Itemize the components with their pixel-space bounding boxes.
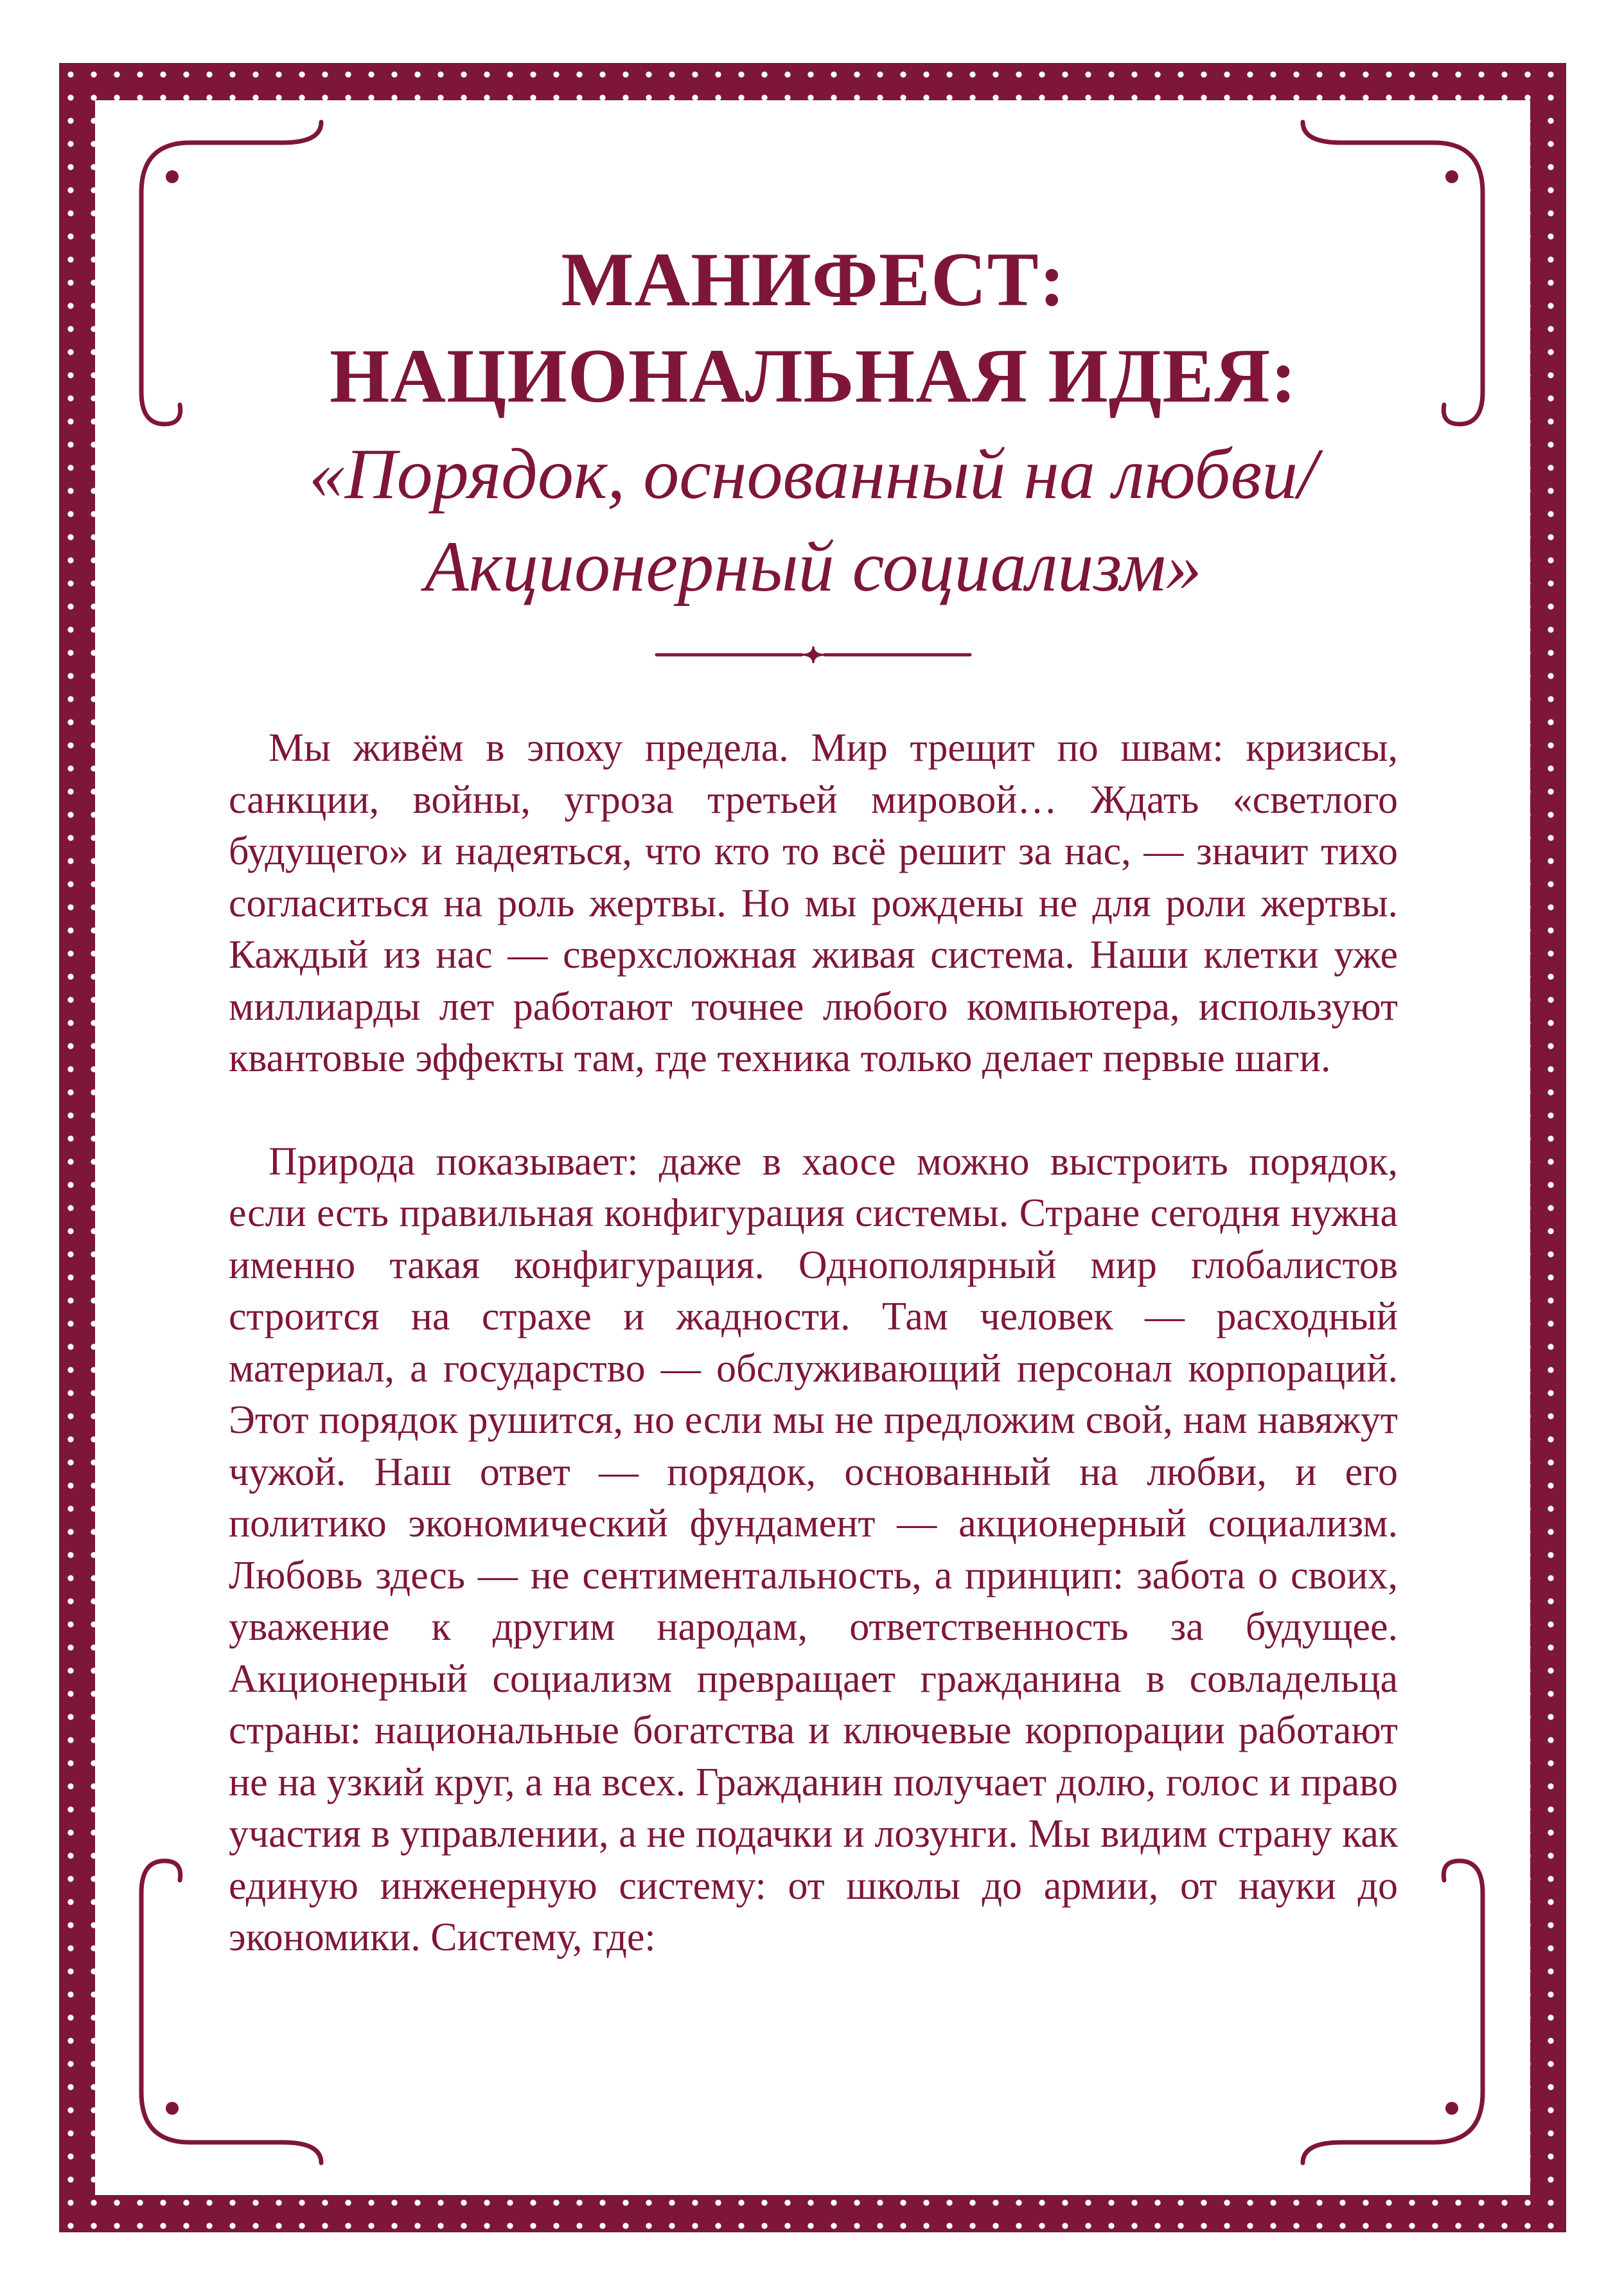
title-line-1: МАНИФЕСТ:	[561, 236, 1066, 322]
title-line-2: НАЦИОНАЛЬНАЯ ИДЕЯ:	[330, 333, 1297, 418]
paragraph-main: Природа показывает: даже в хаосе можно выстроить порядок, если есть правильная конфигурация системы. Стране сегодня нужна именно такая конфигурация. Однополярный мир глобалистов строится на страхе и жадности. Там человек — расходный материал, а государство — обслуживающий персонал корпораций. Этот порядок рушится, но если мы не предложим свой, нам навяжут чужой. Наш ответ — порядок, основанный на любви, и его политико экономический фундамент — акционерный социализм. Любовь здесь — не сентиментальность, а принцип: забота о своих, уважение к другим народам, ответственность за будущее. Акционерный социализм превращает гражданина в совладельца страны: национальные богатства и ключевые корпорации работают не на узкий круг, а на всех. Гражданин получает долю, голос и право участия в управлении, а не подачки и лозунги. Мы видим страну как единую инженерную систему: от школы до армии, от науки до экономики. Систему, где:	[229, 1139, 1398, 1959]
manifesto-title	[229, 231, 1398, 424]
subtitle-line-1: «Порядок, основанный на любви/	[308, 434, 1318, 514]
title-divider-ornament	[653, 644, 974, 666]
manifesto-content	[229, 231, 1398, 1964]
paragraph-intro: Мы живём в эпоху предела. Мир трещит по швам: кризисы, санкции, войны, угроза третьей мировой… Ждать «светлого будущего» и надеяться, что кто то всё решит за нас, — значит тихо согласиться на роль жертвы. Но мы рождены не для роли жертвы. Каждый из нас — сверхсложная живая система. Наши клетки уже миллиарды лет работают точнее любого компьютера, используют квантовые эффекты там, где техника только делает первые шаги.	[229, 726, 1398, 1080]
subtitle-line-2: Акционерный социализм»	[425, 527, 1202, 607]
manifesto-subtitle	[229, 428, 1398, 613]
